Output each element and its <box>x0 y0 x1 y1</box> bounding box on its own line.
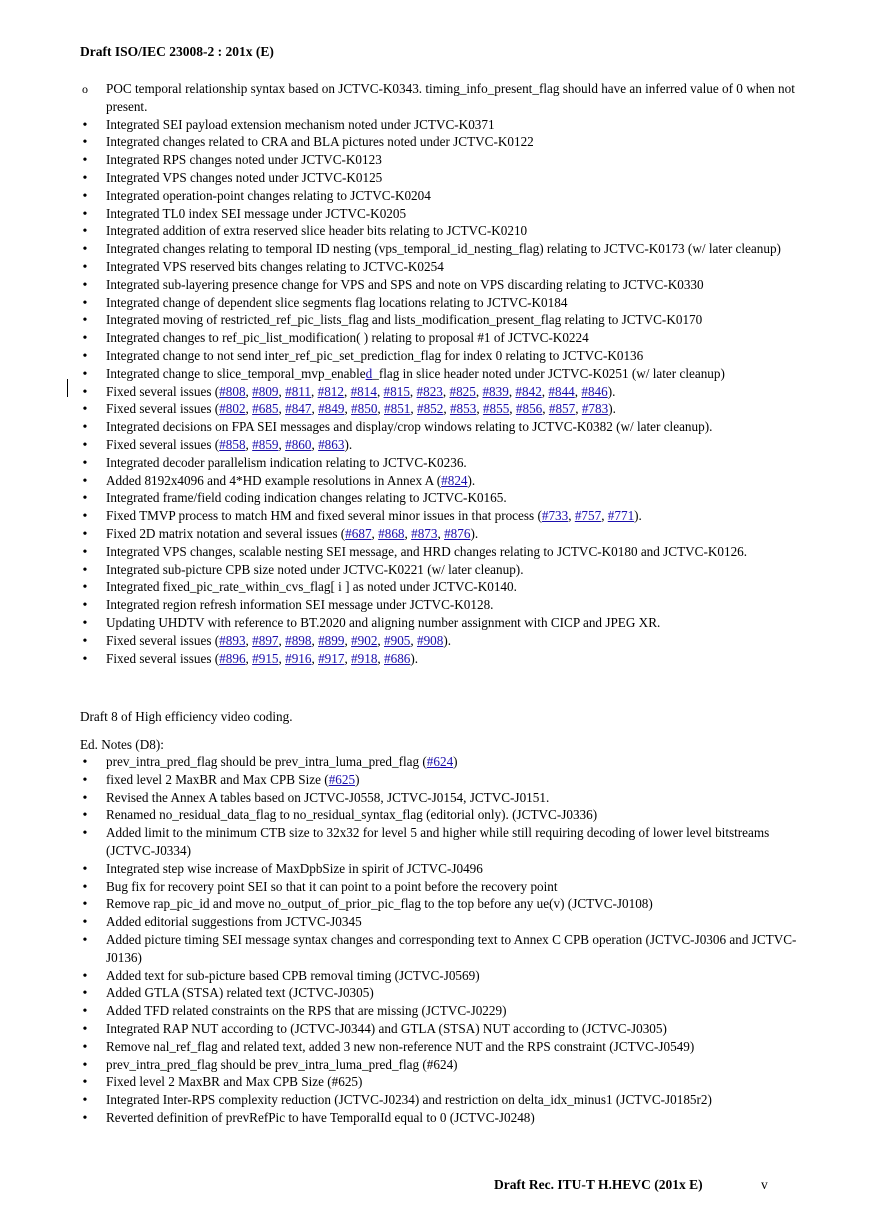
list-item: • Integrated change to not send inter_ref_pic_set_prediction_flag for index 0 relating to JCTVC-K0136 <box>106 347 806 365</box>
issue-link[interactable]: #733 <box>541 508 569 524</box>
list-item: • Fixed several issues (#858, #859, #860, #863). <box>106 436 806 454</box>
document-header-title: Draft ISO/IEC 23008-2 : 201x (E) <box>80 44 274 59</box>
list-item: • Added 8192x4096 and 4*HD example resolutions in Annex A (#824). <box>106 472 806 490</box>
list-item: • Integrated changes related to CRA and BLA pictures noted under JCTVC-K0122 <box>106 133 806 151</box>
issue-link[interactable]: #851 <box>384 401 411 417</box>
bullet-icon <box>80 789 90 808</box>
bullet-icon <box>80 329 90 348</box>
list-item: • Integrated step wise increase of MaxDpbSize in spirit of JCTVC-J0496 <box>106 860 806 878</box>
bullet-icon <box>80 472 90 491</box>
issue-link[interactable]: #846 <box>581 383 608 399</box>
bullet-icon <box>80 222 90 241</box>
bullet-icon <box>80 400 90 419</box>
issue-link[interactable]: #876 <box>444 525 471 541</box>
bullet-icon <box>80 258 90 277</box>
bullet-icon <box>80 151 90 170</box>
issue-link[interactable]: #687 <box>345 525 372 541</box>
issue-link[interactable]: #902 <box>351 632 378 648</box>
issue-link[interactable]: #857 <box>548 401 576 417</box>
issue-link[interactable]: #686 <box>384 650 411 666</box>
bullet-icon <box>80 133 90 152</box>
issue-link[interactable]: #899 <box>318 632 345 648</box>
bullet-icon <box>80 895 90 914</box>
bullet-icon <box>80 860 90 879</box>
issue-link[interactable]: #685 <box>252 401 279 417</box>
bullet-icon <box>80 1091 90 1110</box>
draft-heading: Draft 8 of High efficiency video coding. <box>80 709 293 724</box>
bullet-icon <box>80 383 90 402</box>
issue-link[interactable]: #915 <box>252 650 279 666</box>
issue-link[interactable]: #896 <box>219 650 246 666</box>
issue-link[interactable]: #916 <box>285 650 312 666</box>
page-number: v <box>761 1177 768 1192</box>
bullet-icon <box>80 116 90 135</box>
bullet-icon <box>80 806 90 825</box>
list-item: • Renamed no_residual_data_flag to no_residual_syntax_flag (editorial only). (JCTVC-J0336) <box>106 806 806 824</box>
bullet-icon <box>80 753 90 772</box>
bullet-icon <box>80 984 90 1003</box>
issue-link[interactable]: #853 <box>449 401 477 417</box>
list-item: • Integrated addition of extra reserved slice header bits relating to JCTVC-K0210 <box>106 222 806 240</box>
issue-link[interactable]: #814 <box>350 383 377 399</box>
issue-link[interactable]: #905 <box>384 632 411 648</box>
issue-link[interactable]: #873 <box>411 525 438 541</box>
bullet-icon <box>80 931 90 950</box>
bullet-icon <box>80 240 90 259</box>
list-item: • Integrated operation-point changes relating to JCTVC-K0204 <box>106 187 806 205</box>
issue-link[interactable]: #844 <box>548 383 575 399</box>
issue-link[interactable]: #850 <box>351 401 378 417</box>
list-item: • Integrated VPS changes, scalable nesting SEI message, and HRD changes relating to JCTVC-K0180 and JCTVC-K0126. <box>106 543 806 561</box>
list-item: • Integrated TL0 index SEI message under JCTVC-K0205 <box>106 205 806 223</box>
issue-link[interactable]: #808 <box>219 383 246 399</box>
revision-list-k <box>106 80 806 667</box>
bullet-icon <box>80 187 90 206</box>
list-item: • Added picture timing SEI message syntax changes and corresponding text to Annex C CPB operation (JCTVC-J0306 and JCTVC-J0136) <box>106 931 806 967</box>
revision-change-bar <box>67 379 68 397</box>
issue-link[interactable]: #812 <box>317 383 344 399</box>
list-item: • Integrated sub-picture CPB size noted under JCTVC-K0221 (w/ later cleanup). <box>106 561 806 579</box>
bullet-icon <box>80 454 90 473</box>
footer-title: Draft Rec. ITU-T H.HEVC (201x E) <box>494 1177 703 1192</box>
sub-list-item: o POC temporal relationship syntax based on JCTVC-K0343. timing_info_present_flag should have an inferred value of 0 when not present. <box>106 80 806 116</box>
list-item: • prev_intra_pred_flag should be prev_intra_luma_pred_flag (#624) <box>106 753 806 771</box>
issue-link[interactable]: #824 <box>441 472 468 488</box>
issue-link[interactable]: #783 <box>581 401 609 417</box>
issue-link[interactable]: #624 <box>426 754 454 769</box>
issue-link[interactable]: #849 <box>318 401 345 417</box>
list-item: • Fixed several issues (#893, #897, #898, #899, #902, #905, #908). <box>106 632 806 650</box>
list-item: • Fixed TMVP process to match HM and fixed several minor issues in that process (#733, #757, #771). <box>106 507 806 525</box>
issue-link[interactable]: #815 <box>383 383 410 399</box>
list-item: • Remove nal_ref_flag and related text, added 3 new non-reference NUT and the RPS constraint (JCTVC-J0549) <box>106 1038 806 1056</box>
bullet-icon <box>80 311 90 330</box>
list-item: • Fixed several issues (#896, #915, #916, #917, #918, #686). <box>106 650 806 668</box>
list-item: • Integrated VPS reserved bits changes relating to JCTVC-K0254 <box>106 258 806 276</box>
issue-link[interactable]: #855 <box>482 401 510 417</box>
issue-link[interactable]: #908 <box>416 632 444 648</box>
list-item: • Fixed level 2 MaxBR and Max CPB Size (#625) <box>106 1073 806 1091</box>
list-item: • Integrated fixed_pic_rate_within_cvs_flag[ i ] as noted under JCTVC-K0140. <box>106 578 806 596</box>
bullet-icon <box>80 347 90 366</box>
bullet-icon <box>80 169 90 188</box>
bullet-icon <box>80 507 90 526</box>
issue-link[interactable]: #847 <box>285 401 312 417</box>
list-item: • Integrated sub-layering presence change for VPS and SPS and note on VPS discarding relating to JCTVC-K0330 <box>106 276 806 294</box>
bullet-icon <box>80 1056 90 1075</box>
bullet-icon <box>80 913 90 932</box>
list-item: • Fixed 2D matrix notation and several issues (#687, #868, #873, #876). <box>106 525 806 543</box>
list-item: • Integrated changes relating to temporal ID nesting (vps_temporal_id_nesting_flag) relating to JCTVC-K0173 (w/ later cleanup) <box>106 240 806 258</box>
issue-link[interactable]: #757 <box>574 508 602 524</box>
issue-link[interactable]: #825 <box>449 383 476 399</box>
bullet-icon <box>80 525 90 544</box>
list-item: • Integrated frame/field coding indication changes relating to JCTVC-K0165. <box>106 489 806 507</box>
list-item: • Integrated region refresh information SEI message under JCTVC-K0128. <box>106 596 806 614</box>
list-item: • Added limit to the minimum CTB size to 32x32 for level 5 and higher while still requiring decoding of lower level bitstreams (JCTVC-J0334) <box>106 824 806 860</box>
list-item: • Integrated decoder parallelism indication relating to JCTVC-K0236. <box>106 454 806 472</box>
issue-link[interactable]: #863 <box>318 436 345 452</box>
issue-link[interactable]: #893 <box>219 632 246 648</box>
list-item: • Added text for sub-picture based CPB removal timing (JCTVC-J0569) <box>106 967 806 985</box>
list-item: • Integrated change to slice_temporal_mvp_enabled_flag in slice header noted under JCTVC-K0251 (w/ later cleanup) <box>106 365 806 383</box>
issue-link[interactable]: #897 <box>252 632 279 648</box>
bullet-icon <box>80 824 90 843</box>
list-item: • prev_intra_pred_flag should be prev_intra_luma_pred_flag (#624) <box>106 1056 806 1074</box>
list-item: • Bug fix for recovery point SEI so that it can point to a point before the recovery point <box>106 878 806 896</box>
list-item: • fixed level 2 MaxBR and Max CPB Size (#625) <box>106 771 806 789</box>
bullet-list <box>106 753 806 1127</box>
bullet-icon <box>80 878 90 897</box>
list-item: • Updating UHDTV with reference to BT.2020 and aligning number assignment with CICP and JPEG XR. <box>106 614 806 632</box>
issue-link[interactable]: #917 <box>318 650 345 666</box>
bullet-icon <box>80 632 90 651</box>
issue-link[interactable]: #868 <box>378 525 405 541</box>
list-item: • Integrated change of dependent slice segments flag locations relating to JCTVC-K0184 <box>106 294 806 312</box>
issue-link[interactable]: #918 <box>351 650 378 666</box>
issue-link[interactable]: #852 <box>416 401 444 417</box>
list-item: • Revised the Annex A tables based on JCTVC-J0558, JCTVC-J0154, JCTVC-J0151. <box>106 789 806 807</box>
list-item: • Added TFD related constraints on the RPS that are missing (JCTVC-J0229) <box>106 1002 806 1020</box>
list-item: • Integrated changes to ref_pic_list_modification( ) relating to proposal #1 of JCTVC-K0224 <box>106 329 806 347</box>
issue-link[interactable]: #823 <box>416 383 443 399</box>
circle-bullet-icon <box>80 80 90 99</box>
list-item: • Fixed several issues (#802, #685, #847, #849, #850, #851, #852, #853, #855, #856, #857, #783). <box>106 400 806 418</box>
bullet-icon <box>80 1073 90 1092</box>
revision-mark: d <box>365 365 373 381</box>
list-item: • Fixed several issues (#808, #809, #811, #812, #814, #815, #823, #825, #839, #842, #844, #846). <box>106 383 806 401</box>
list-item: • Integrated decisions on FPA SEI messages and display/crop windows relating to JCTVC-K0382 (w/ later cleanup). <box>106 418 806 436</box>
issue-link[interactable]: #860 <box>285 436 312 452</box>
bullet-icon <box>80 1020 90 1039</box>
bullet-icon <box>80 596 90 615</box>
issue-link[interactable]: #856 <box>515 401 543 417</box>
issue-link[interactable]: #898 <box>285 632 312 648</box>
bullet-icon <box>80 436 90 455</box>
bullet-icon <box>80 614 90 633</box>
bullet-icon <box>80 561 90 580</box>
issue-link[interactable]: #811 <box>285 383 311 399</box>
list-item: • Integrated SEI payload extension mechanism noted under JCTVC-K0371 <box>106 116 806 134</box>
issue-link[interactable]: #809 <box>252 383 279 399</box>
bullet-icon <box>80 365 90 384</box>
issue-link[interactable]: #858 <box>219 436 246 452</box>
bullet-icon <box>80 276 90 295</box>
bullet-icon <box>80 1038 90 1057</box>
sub-list <box>106 80 806 116</box>
bullet-icon <box>80 1002 90 1021</box>
bullet-icon <box>80 1109 90 1128</box>
bullet-icon <box>80 578 90 597</box>
bullet-icon <box>80 543 90 562</box>
issue-link[interactable]: #625 <box>328 771 356 787</box>
issue-link[interactable]: #802 <box>219 401 246 417</box>
list-item: • Added GTLA (STSA) related text (JCTVC-J0305) <box>106 984 806 1002</box>
bullet-icon <box>80 205 90 224</box>
issue-link[interactable]: #842 <box>515 383 542 399</box>
list-item: • Integrated Inter-RPS complexity reduction (JCTVC-J0234) and restriction on delta_idx_minus1 (JCTVC-J0185r2) <box>106 1091 806 1109</box>
list-item: • Integrated RAP NUT according to (JCTVC-J0344) and GTLA (STSA) NUT according to (JCTVC-J0305) <box>106 1020 806 1038</box>
bullet-icon <box>80 967 90 986</box>
ed-notes-list <box>106 753 806 1127</box>
bullet-list <box>106 116 806 668</box>
bullet-icon <box>80 294 90 313</box>
list-item: • Integrated RPS changes noted under JCTVC-K0123 <box>106 151 806 169</box>
issue-link[interactable]: #839 <box>482 383 509 399</box>
list-item: • Integrated moving of restricted_ref_pic_lists_flag and lists_modification_present_flag relating to JCTVC-K0170 <box>106 311 806 329</box>
list-item: • Integrated VPS changes noted under JCTVC-K0125 <box>106 169 806 187</box>
issue-link[interactable]: #859 <box>252 436 279 452</box>
list-item: • Added editorial suggestions from JCTVC-J0345 <box>106 913 806 931</box>
bullet-icon <box>80 650 90 669</box>
ed-notes-heading: Ed. Notes (D8): <box>80 737 164 752</box>
list-item: • Remove rap_pic_id and move no_output_of_prior_pic_flag to the top before any ue(v) (JCTVC-J0108) <box>106 895 806 913</box>
list-item: • Reverted definition of prevRefPic to have TemporalId equal to 0 (JCTVC-J0248) <box>106 1109 806 1127</box>
bullet-icon <box>80 489 90 508</box>
issue-link[interactable]: #771 <box>607 508 635 524</box>
bullet-icon <box>80 771 90 790</box>
bullet-icon <box>80 418 90 437</box>
